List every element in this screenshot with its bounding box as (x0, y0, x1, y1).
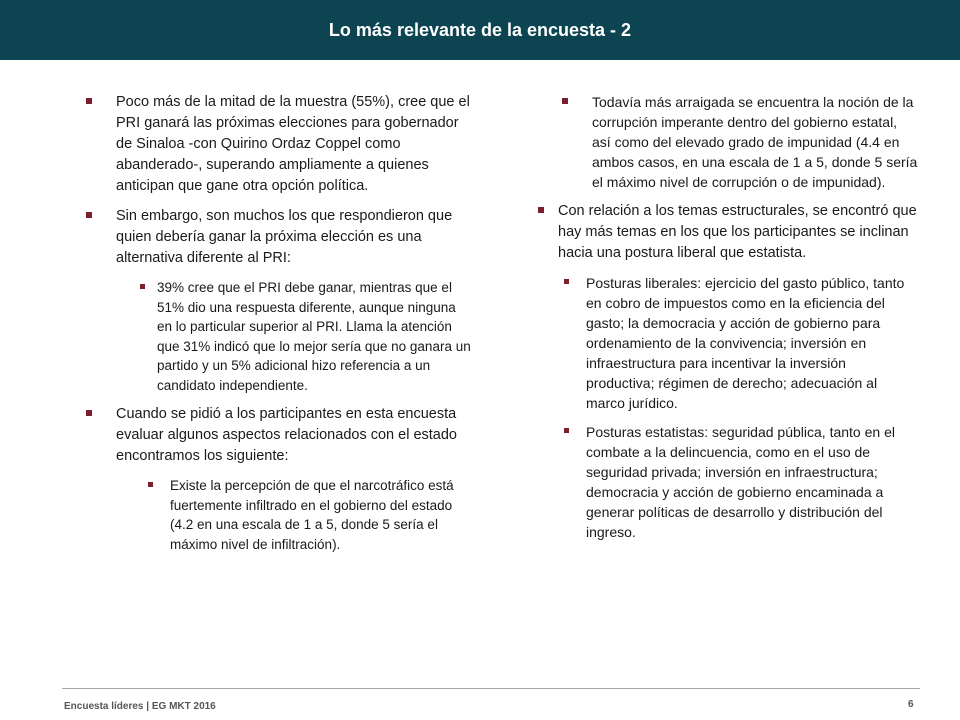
left-column (82, 92, 474, 563)
bullet-item (82, 404, 474, 467)
sub-bullet-item (564, 273, 918, 413)
page-number: 6 (908, 699, 914, 710)
sub-bullet-text: Posturas estatistas: seguridad pública, tanto en el combate a la delincuencia, como en el uso de seguridad privada; inversión en infraestructura; democracia y acción de gobierno encaminada a generar políticas de desarrollo y distribución del ingreso. (586, 424, 895, 540)
sub-bullet-text: Todavía más arraigada se encuentra la noción de la corrupción imperante dentro del gobierno estatal, así como del elevado grado de impunidad (4.4 en ambos casos, en una escala de 1 a 5, donde 5 sería el máximo nivel de corrupción o de impunidad). (592, 94, 918, 190)
sub-bullet-item (558, 92, 918, 192)
bullet-text: Con relación a los temas estructurales, se encontró que hay más temas en los que los participantes se inclinan hacia una postura liberal que estatista. (558, 203, 917, 261)
square-bullet-icon (86, 98, 92, 104)
bullet-text: Sin embargo, son muchos los que respondieron que quien debería ganar la próxima elección es una alternativa diferente al PRI: (116, 208, 453, 266)
sub-bullet-item (148, 476, 474, 554)
square-bullet-icon (562, 98, 568, 104)
footer-source: Encuesta líderes | EG MKT 2016 (64, 701, 216, 712)
sub-bullet-item (140, 278, 474, 395)
bullet-text: Poco más de la mitad de la muestra (55%), cree que el PRI ganará las próximas elecciones para gobernador de Sinaloa -con Quirino Ordaz Coppel como abanderado-, superando ampliamente a quienes anticipan que gane otra opción política. (116, 94, 470, 194)
square-bullet-icon (86, 212, 92, 218)
square-bullet-icon (538, 207, 544, 213)
right-column (534, 92, 918, 551)
sub-bullet-text: 39% cree que el PRI debe ganar, mientras que el 51% dio una respuesta diferente, aunque ninguna en lo particular superior al PRI. Llama la atención que 31% indicó que lo mejor sería que no ganara un partido y un 5% adicional hizo referencia a un candidato independiente. (157, 280, 471, 393)
square-bullet-icon (148, 482, 153, 487)
square-bullet-icon (86, 410, 92, 416)
sub-bullet-text: Posturas liberales: ejercicio del gasto público, tanto en cobro de impuestos como en la eficiencia del gasto; la democracia y acción de gobierno para ordenamiento de la convivencia; inversión en infraestructura para incentivar la inversión productiva; régimen de derecho; adecuación al marco jurídico. (586, 275, 905, 411)
bullet-item (82, 206, 474, 269)
title-bar (0, 0, 960, 60)
square-bullet-icon (140, 284, 145, 289)
bullet-text: Cuando se pidió a los participantes en esta encuesta evaluar algunos aspectos relacionados con el estado encontramos los siguiente: (116, 406, 457, 464)
footer-divider (62, 688, 920, 689)
page-title: Lo más relevante de la encuesta - 2 (328, 19, 632, 40)
sub-bullet-item (564, 422, 918, 542)
bullet-item (534, 201, 918, 264)
square-bullet-icon (564, 428, 569, 433)
bullet-item (82, 92, 474, 197)
square-bullet-icon (564, 279, 569, 284)
sub-bullet-text: Existe la percepción de que el narcotráfico está fuertemente infiltrado en el gobierno del estado (4.2 en una escala de 1 a 5, donde 5 sería el máximo nivel de infiltración). (170, 478, 454, 552)
